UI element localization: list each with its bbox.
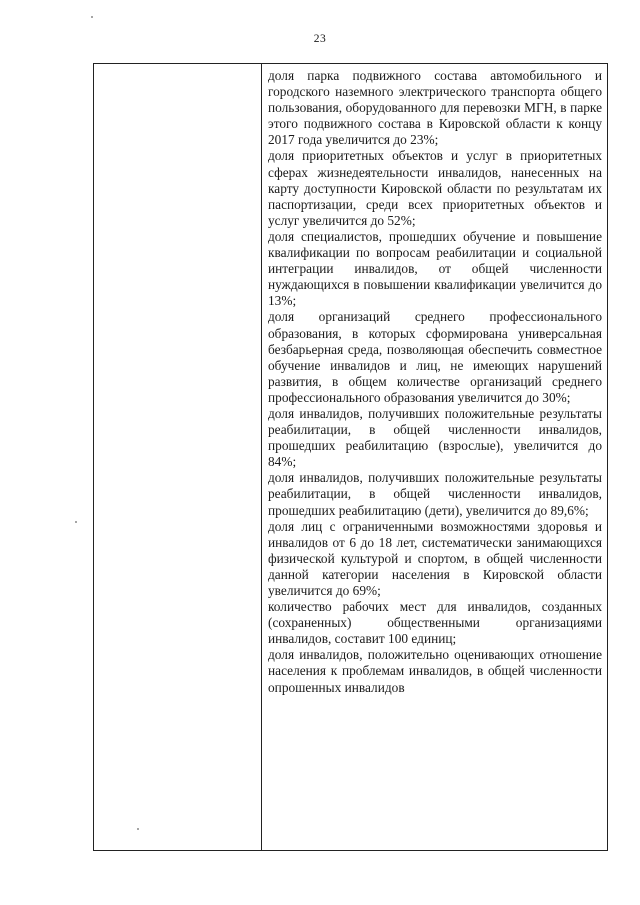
left-cell-empty: [94, 64, 262, 851]
indicator-paragraph: доля лиц с ограниченными возможностями здоровья и инвалидов от 6 до 18 лет, систематически занимающихся физической культурой и спортом, в общей численности данной категории населения в Кировской области увеличится до 69%;: [268, 518, 602, 598]
indicator-paragraph: доля инвалидов, получивших положительные результаты реабилитации, в общей численности инвалидов, прошедших реабилитацию (дети), увеличится до 89,6%;: [268, 470, 602, 518]
scan-speck: [137, 828, 139, 830]
indicators-text: [262, 64, 607, 696]
page-number: 23: [313, 33, 327, 45]
table-row: [94, 64, 608, 851]
indicator-paragraph: доля организаций среднего профессионального образования, в которых сформирована универсальная безбарьерная среда, позволяющая обеспечить совместное обучение инвалидов и лиц, не имеющих нарушений развития, в общем количестве организаций среднего профессионального образования увеличится до 30%;: [268, 309, 602, 405]
right-cell-indicators: [262, 64, 608, 851]
indicator-paragraph: доля инвалидов, получивших положительные результаты реабилитации, в общей численности инвалидов, прошедших реабилитацию (взрослые), увеличится до 84%;: [268, 405, 602, 470]
scan-speck: [91, 16, 93, 18]
indicator-paragraph: доля приоритетных объектов и услуг в приоритетных сферах жизнедеятельности инвалидов, нанесенных на карту доступности Кировской области по результатам их паспортизации, среди всех приоритетных объектов и услуг увеличится до 52%;: [268, 148, 602, 228]
indicator-paragraph: доля инвалидов, положительно оценивающих отношение населения к проблемам инвалидов, в общей численности опрошенных инвалидов: [268, 647, 602, 695]
indicator-paragraph: количество рабочих мест для инвалидов, созданных (сохраненных) общественными организациями инвалидов, составит 100 единиц;: [268, 599, 602, 647]
indicator-paragraph: доля специалистов, прошедших обучение и повышение квалификации по вопросам реабилитации и социальной интеграции инвалидов, от общей численности нуждающихся в повышении квалификации увеличится до 13%;: [268, 228, 602, 309]
scan-speck: [75, 521, 77, 523]
indicators-table: [93, 63, 608, 851]
indicator-paragraph: доля парка подвижного состава автомобильного и городского наземного электрического транспорта общего пользования, оборудованного для перевозки МГН, в парке этого подвижного состава в Кировской области к концу 2017 года увеличится до 23%;: [268, 68, 602, 148]
